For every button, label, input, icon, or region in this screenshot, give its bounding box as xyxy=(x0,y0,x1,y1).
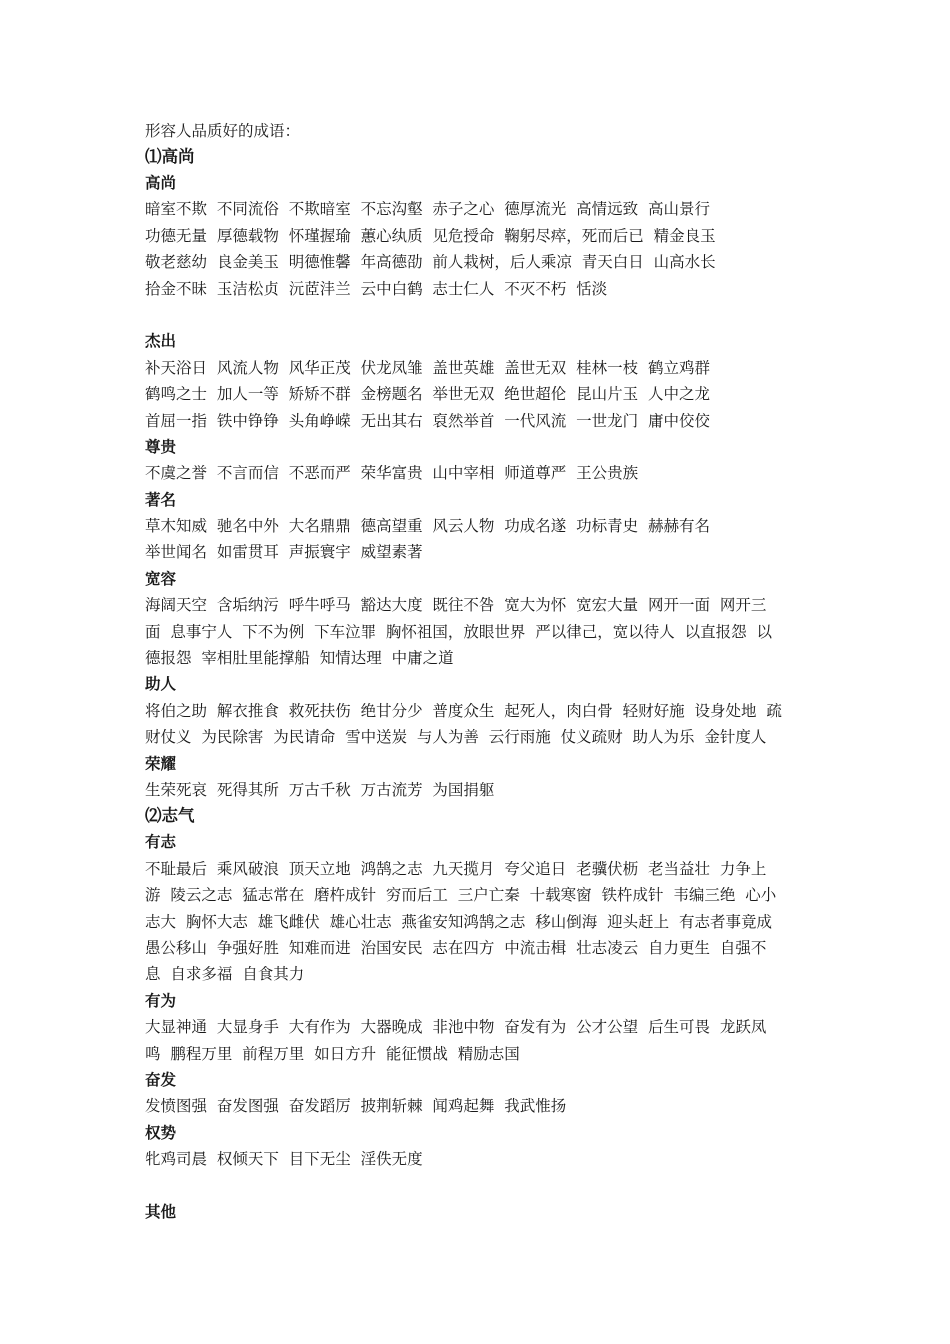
idiom-line: 将伯之助 解衣推食 救死扶伤 绝甘分少 普度众生 起死人，肉白骨 轻财好施 设身处地 疏 xyxy=(145,701,782,720)
idiom-line: 志大 胸怀大志 雄飞雌伏 雄心壮志 燕雀安知鸿鹄之志 移山倒海 迎头赶上 有志者事竟成 xyxy=(145,912,772,931)
group-heading: 尊贵 xyxy=(145,437,177,456)
group-heading: 宽容 xyxy=(145,569,177,588)
group-heading: 著名 xyxy=(145,490,177,509)
idiom-line: 愚公移山 争强好胜 知难而进 治国安民 志在四方 中流击楫 壮志凌云 自力更生 自强不 xyxy=(145,938,767,957)
group-heading: 权势 xyxy=(145,1123,177,1142)
group-heading: 杰出 xyxy=(145,332,177,351)
idiom-line: 面 息事宁人 下不为例 下车泣罪 胸怀祖国，放眼世界 严以律己，宽以待人 以直报怨 以 xyxy=(145,622,772,641)
group-heading: 有志 xyxy=(145,833,177,852)
idiom-line: 财仗义 为民除害 为民请命 雪中送炭 与人为善 云行雨施 仗义疏财 助人为乐 金针度人 xyxy=(145,728,767,747)
group-heading: 奋发 xyxy=(145,1070,177,1089)
idiom-line: 暗室不欺 不同流俗 不欺暗室 不忘沟壑 赤子之心 德厚流光 高情远致 高山景行 xyxy=(145,200,710,219)
idiom-line: 举世闻名 如雷贯耳 声振寰宇 威望素著 xyxy=(145,543,423,562)
idiom-line: 息 自求多福 自食其力 xyxy=(145,965,305,984)
group-heading: 荣耀 xyxy=(145,754,177,773)
group-heading: 高尚 xyxy=(145,174,177,192)
group-heading: 有为 xyxy=(145,991,177,1010)
group-heading: 助人 xyxy=(145,675,177,694)
idiom-line: 大显神通 大显身手 大有作为 大器晚成 非池中物 奋发有为 公才公望 后生可畏 龙跃凤 xyxy=(145,1018,767,1037)
idiom-line: 生荣死哀 死得其所 万古千秋 万古流芳 为国捐躯 xyxy=(145,780,495,799)
idiom-line: 草木知威 驰名中外 大名鼎鼎 德高望重 风云人物 功成名遂 功标青史 赫赫有名 xyxy=(145,517,710,536)
idiom-line: 鹤鸣之士 加人一等 矫矫不群 金榜题名 举世无双 绝世超伦 昆山片玉 人中之龙 xyxy=(145,385,710,404)
section-heading: ⑵志气 xyxy=(145,806,195,826)
idiom-line: 牝鸡司晨 权倾天下 目下无尘 淫佚无度 xyxy=(145,1150,423,1169)
blank-line xyxy=(145,1172,815,1198)
idiom-line: 拾金不昧 玉洁松贞 沅茝沣兰 云中白鹤 志士仁人 不灭不朽 恬淡 xyxy=(145,279,608,298)
idiom-line: 敬老慈幼 良金美玉 明德惟馨 年高德劭 前人栽树，后人乘凉 青天白日 山高水长 xyxy=(145,253,716,272)
idiom-line: 鸣 鹏程万里 前程万里 如日方升 能征惯战 精励志国 xyxy=(145,1044,520,1063)
idiom-line: 不虞之誉 不言而信 不恶而严 荣华富贵 山中宰相 师道尊严 王公贵族 xyxy=(145,464,639,483)
idiom-line: 海阔天空 含垢纳污 呼牛呼马 豁达大度 既往不咎 宽大为怀 宽宏大量 网开一面 网开三 xyxy=(145,596,767,615)
idiom-line: 功德无量 厚德载物 怀瑾握瑜 蕙心纨质 见危授命 鞠躬尽瘁，死而后已 精金良玉 xyxy=(145,226,716,245)
intro-text: 形容人品质好的成语： xyxy=(145,122,301,140)
footer-heading: 其他 xyxy=(145,1202,177,1221)
idiom-line: 德报怨 宰相肚里能撑船 知情达理 中庸之道 xyxy=(145,649,454,668)
blank-line xyxy=(145,302,815,328)
idiom-line: 发愤图强 奋发图强 奋发蹈厉 披荆斩棘 闻鸡起舞 我武惟扬 xyxy=(145,1097,567,1116)
section-heading: ⑴高尚 xyxy=(145,147,195,166)
idiom-line: 不耻最后 乘风破浪 顶天立地 鸿鹄之志 九天揽月 夸父追日 老骥伏枥 老当益壮 力争上 xyxy=(145,859,767,878)
idiom-line: 首屈一指 铁中铮铮 头角峥嵘 无出其右 裒然举首 一代风流 一世龙门 庸中佼佼 xyxy=(145,411,710,430)
idiom-line: 游 陵云之志 猛志常在 磨杵成针 穷而后工 三户亡秦 十载寒窗 铁杵成针 韦编三绝 心小 xyxy=(145,886,777,905)
idiom-line: 补天浴日 风流人物 风华正茂 伏龙凤雏 盖世英雄 盖世无双 桂林一枝 鹤立鸡群 xyxy=(145,358,710,377)
document-page xyxy=(145,118,815,1225)
